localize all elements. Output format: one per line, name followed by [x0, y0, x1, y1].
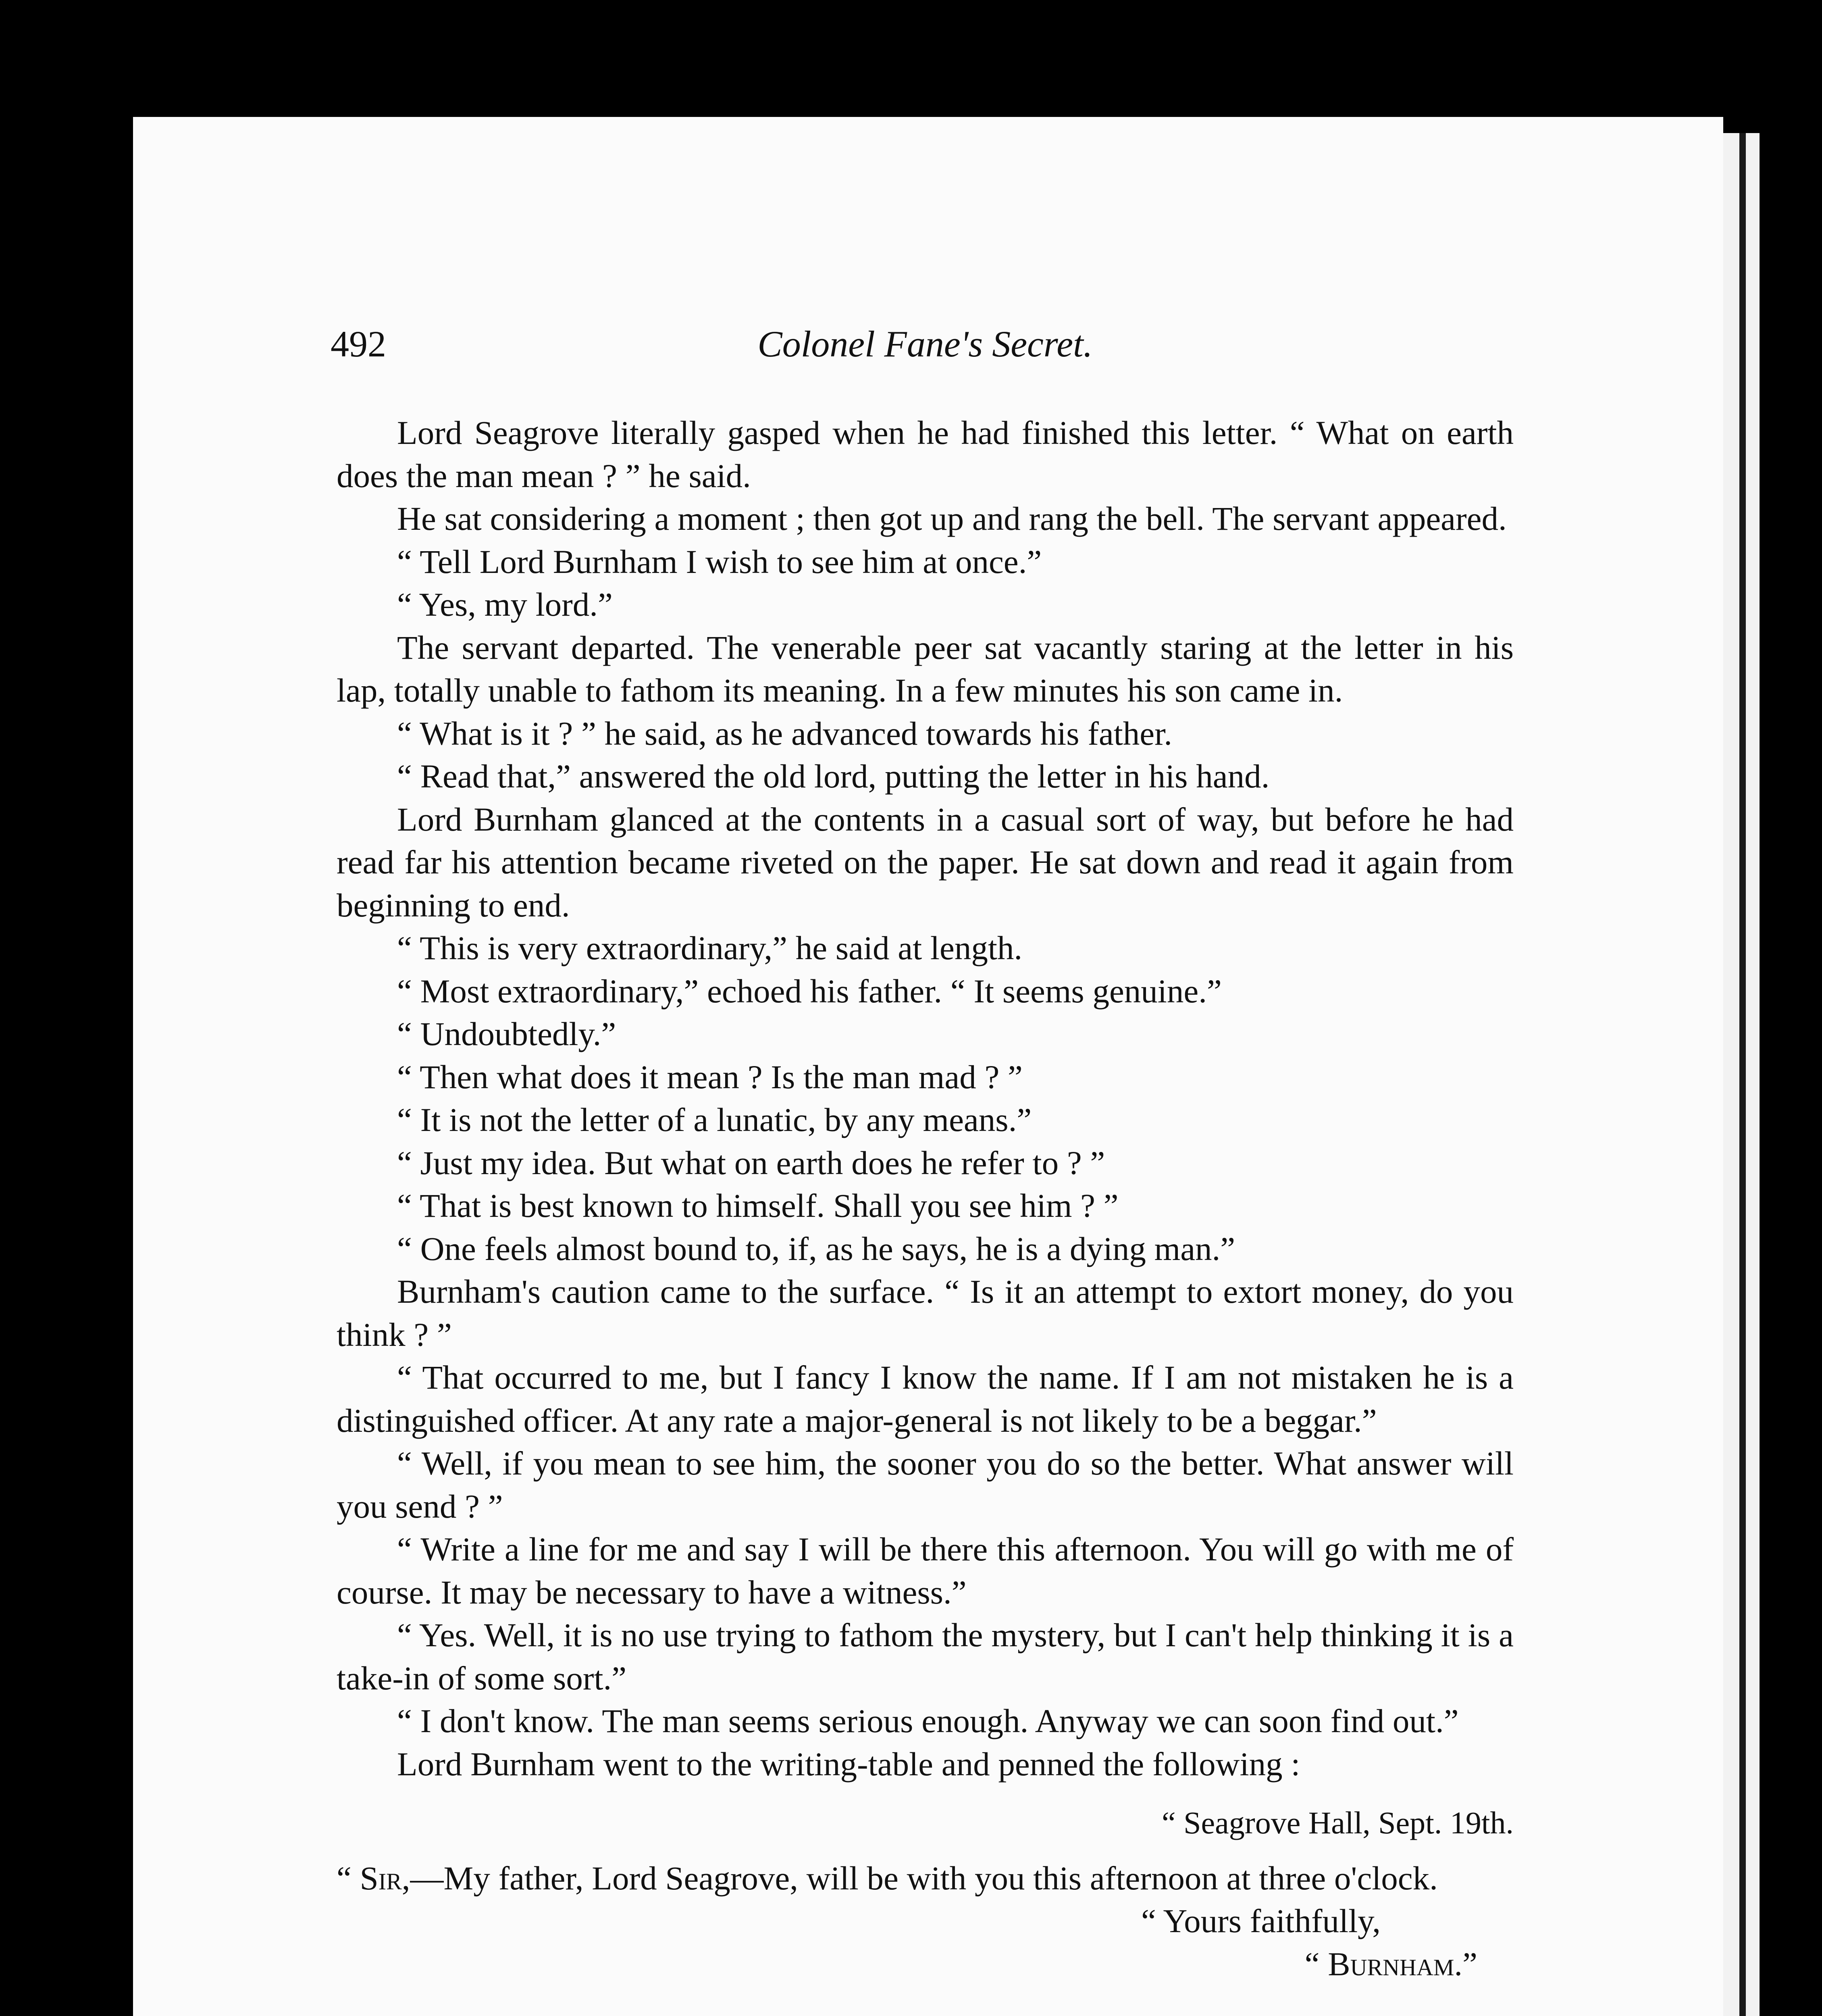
- paragraph: Lord Burnham went to the writing-table and penned the following :: [397, 1745, 1300, 1783]
- paragraph: “ Undoubtedly.”: [397, 1015, 616, 1052]
- page-header: [331, 323, 1520, 383]
- paragraph: “ Just my idea. But what on earth does he refer to ? ”: [397, 1144, 1105, 1181]
- page-number: 492: [331, 323, 386, 364]
- paragraph: Burnham's caution came to the surface. “ Is it an attempt to extort money, do you think ? ”: [337, 1273, 1514, 1353]
- paragraph: The servant departed. The venerable peer sat vacantly staring at the letter in his lap, totally unable to fathom its meaning. In a few minutes his son came in.: [337, 629, 1514, 709]
- paragraph: “ Read that,” answered the old lord, putting the letter in his hand.: [397, 758, 1270, 795]
- running-title: Colonel Fane's Secret.: [757, 323, 1093, 364]
- signature-close-quote: .”: [1454, 1945, 1477, 1983]
- paragraph: “ Write a line for me and say I will be there this afternoon. You will go with me of course. It may be necessary to have a witness.”: [337, 1531, 1514, 1611]
- letter-dateline: “ Seagrove Hall, Sept. 19th.: [1162, 1805, 1514, 1840]
- paragraph: Lord Burnham glanced at the contents in a casual sort of way, but before he had read far his attention became riveted on the paper. He sat down and read it again from beginning to end.: [337, 800, 1514, 924]
- letter-signature: [337, 1943, 1514, 1986]
- paragraph: “ Yes, my lord.”: [397, 586, 613, 623]
- facing-page-edge: [1723, 133, 1760, 2016]
- signature-open-quote: “: [1304, 1945, 1328, 1983]
- paragraph: “ This is very extraordinary,” he said at length.: [397, 929, 1023, 966]
- paragraph: “ That is best known to himself. Shall you see him ? ”: [397, 1187, 1119, 1224]
- body-text: [337, 411, 1514, 2016]
- paragraph: “ Most extraordinary,” echoed his father. “ It seems genuine.”: [397, 972, 1222, 1010]
- paragraph: “ What is it ? ” he said, as he advanced towards his father.: [397, 714, 1172, 752]
- paragraph: “ Then what does it mean ? Is the man mad ? ”: [397, 1058, 1023, 1095]
- letter-salutation: Sir: [360, 1859, 402, 1897]
- letter-body: [337, 1857, 1514, 1900]
- letter-text: ,—My father, Lord Seagrove, will be with you this afternoon at three o'clock.: [401, 1859, 1438, 1897]
- paragraph: “ Tell Lord Burnham I wish to see him at once.”: [397, 543, 1042, 580]
- signature-name: Burnham: [1328, 1945, 1454, 1983]
- letter-closing: “ Yours faithfully,: [1141, 1902, 1381, 1939]
- paragraph: “ That occurred to me, but I fancy I know the name. If I am not mistaken he is a distinguished officer. At any rate a major-general is not likely to be a beggar.”: [337, 1359, 1514, 1439]
- paragraph: “ Yes. Well, it is no use trying to fathom the mystery, but I can't help thinking it is a take-in of some sort.”: [337, 1616, 1514, 1697]
- paragraph: “ One feels almost bound to, if, as he says, he is a dying man.”: [397, 1230, 1235, 1267]
- paragraph: He sat considering a moment ; then got up and rang the bell. The servant appeared.: [397, 500, 1507, 537]
- paragraph: “ I don't know. The man seems serious enough. Anyway we can soon find out.”: [397, 1702, 1459, 1739]
- paragraphs-before-letter: [337, 411, 1514, 1785]
- letter-open-quote: “: [337, 1859, 360, 1897]
- paragraph: “ Well, if you mean to see him, the sooner you do so the better. What answer will you send ? ”: [337, 1445, 1514, 1525]
- paragraph: Lord Seagrove literally gasped when he had finished this letter. “ What on earth does the man mean ? ” he said.: [337, 414, 1514, 494]
- paragraph: “ It is not the letter of a lunatic, by any means.”: [397, 1101, 1032, 1138]
